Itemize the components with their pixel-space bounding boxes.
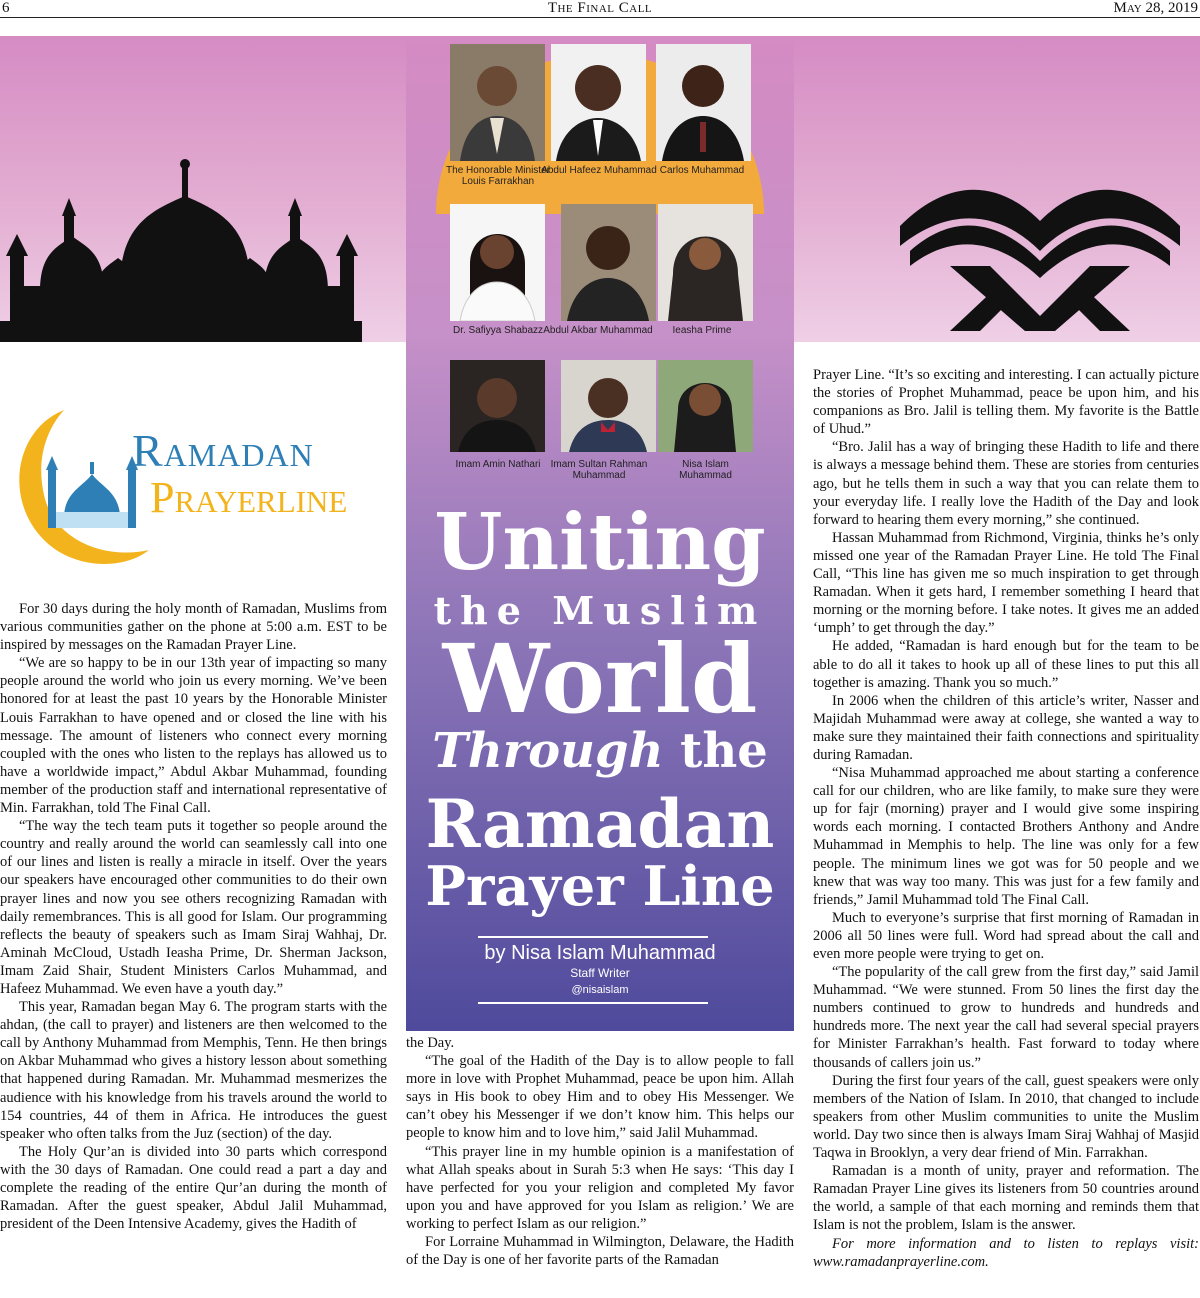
- article-column-2: [406, 1034, 794, 1269]
- feature-column: [406, 36, 794, 1031]
- speaker-photo: [658, 204, 753, 321]
- article-paragraph: He added, “Ramadan is hard enough but for the team to be able to do all it takes to hook up all of these lines to put this all together is amazing. Thank you so much.”: [813, 638, 1199, 691]
- speaker-caption: Dr. Safiyya Shabazz: [452, 325, 544, 336]
- article-paragraph: “Nisa Muhammad approached me about starting a conference call for our children, who are like family, to make sure they were up for fajr (morning) prayer and I would give some inspiring words each morning. I contacted Brothers Anthony and Andre Muhammad in Memphis to help. The line was only for a few people. The minimum lines we got was for 50 people and we knew that was way too many. This was just for a few family and friends,” Jamil Muhammad told The Final Call.: [813, 765, 1199, 908]
- headline-line-6: Prayer Line: [425, 854, 775, 918]
- quran-stand-icon: [890, 166, 1190, 336]
- speaker-photo: [561, 204, 656, 321]
- website-link[interactable]: For more information and to listen to replays visit: www.ramadanprayerline.com.: [813, 1235, 1199, 1270]
- speaker-photo: [658, 360, 753, 452]
- article-paragraph: “The popularity of the call grew from the first day,” said Jamil Muhammad. “We were stunned. From 50 lines the first day the numbers continued to grow to hundreds and hundreds and hundreds more. The next year the call had several special prayers for Minister Farrakhan’s health. Fast forward to today where thousands of callers join us.”: [813, 964, 1199, 1071]
- issue-date: May 28, 2019: [1113, 0, 1198, 16]
- article-paragraph: Ramadan is a month of unity, prayer and reformation. The Ramadan Prayer Line gives its listeners from 50 countries around the world, a sample of that each morning and reminds them that Islam is not the problem, Islam is the answer.: [813, 1163, 1199, 1234]
- article-column-1: [0, 600, 387, 1233]
- logo-word-prayerline: Prayerline: [150, 473, 348, 522]
- article-paragraph: Much to everyone’s surprise that first morning of Ramadan in 2006 all 50 lines were full. Word had spread about the call and even more people were trying to get on.: [813, 909, 1199, 962]
- page-header: [0, 0, 1200, 18]
- article-paragraph: “The way the tech team puts it together so people around the country and really around the world can seamlessly call into one of our lines and listen is really a miracle in itself. Over the years our speakers have encouraged other communities to do their own prayer lines and now you see others recognizing Ramadan with daily remembrances. This is all good for Islam. Our programming reflects the beauty of speakers such as Imam Siraj Wahhaj, Dr. Aminah McCloud, Ustadh Ieasha Prime, Dr. Sherman Jackson, Imam Zaid Shair, Student Ministers Carlos Muhammad, and Hafeez Muhammad. We even have a youth day.”: [0, 818, 387, 997]
- headline-line-3: World: [442, 624, 758, 735]
- article-paragraph: the Day.: [406, 1035, 455, 1051]
- headline-line-5: Ramadan: [425, 785, 775, 863]
- speaker-caption: Carlos Muhammad: [659, 165, 745, 176]
- speaker-photo: [551, 44, 646, 161]
- headline-line-4: [406, 724, 794, 778]
- byline-title: Staff Writer: [570, 966, 630, 980]
- article-paragraph: For Lorraine Muhammad in Wilmington, Delaware, the Hadith of the Day is one of her favorite parts of the Ramadan: [406, 1234, 794, 1269]
- headline-through: Through: [432, 723, 664, 779]
- article-paragraph: Prayer Line. “It’s so exciting and interesting. I can actually picture the stories of Prophet Muhammad, peace be upon him, and his companions as Bro. Jalil is telling them. My favorite is the Battle of Uhud.”: [813, 367, 1199, 438]
- speaker-photo: [450, 44, 545, 161]
- speaker-photo: [450, 204, 545, 321]
- speaker-photo: [656, 44, 751, 161]
- byline-rule-bottom: [478, 1002, 708, 1004]
- headline-line-2: the Muslim: [433, 588, 767, 633]
- article-paragraph: “This prayer line in my humble opinion is a manifestation of what Allah speaks about in Surah 5:3 when He says: ‘This day I have perfected for you your religion and completed My favor upon you and have approved for you Islam as religion.’ We are working to perfect Islam as our religion.”: [406, 1143, 794, 1232]
- speaker-caption: Abdul Akbar Muhammad: [543, 325, 653, 336]
- ramadan-prayerline-logo: [4, 400, 394, 580]
- byline-handle: @nisaislam: [571, 984, 629, 996]
- article-column-3: [813, 366, 1199, 1271]
- article-paragraph: In 2006 when the children of this article’s writer, Nasser and Majidah Muhammad were away at college, she wanted a way to make sure they maintained their faith connections and spirituality during Ramadan.: [813, 692, 1199, 763]
- article-paragraph: “Bro. Jalil has a way of bringing these Hadith to life and there is always a message behind them. These are stories from centuries ago, but he tells them in such a way that you can relate them to your everyday life. I really love the Hadith of the Day and look forward to hearing them every morning,” she continued.: [813, 439, 1199, 528]
- article-paragraph: “We are so happy to be in our 13th year of impacting so many people around the world who join us every morning. We’ve been honored for at least the past 10 years by the Honorable Minister Louis Farrakhan to have opened and or closed the line with his message. The amount of listeners who connect every morning coupled with the ones who listen to the replays has allowed us to have a worldwide impact,” Abdul Akbar Muhammad, founding member of the production staff and international representative of Min. Farrakhan, told The Final Call.: [0, 655, 387, 817]
- article-paragraph: This year, Ramadan began May 6. The program starts with the ahdan, (the call to prayer) and listeners are then welcomed to the call by Anthony Muhammad from Memphis, Tenn. He then brings on Akbar Muhammad who gives a history lesson about something that happened during Ramadan. Mr. Muhammad mesmerizes the audience with his knowledge from his travels around the world to 154 countries, 44 of them in Africa. He introduces the guest speaker who often talks from the Juz (section) of the day.: [0, 999, 387, 1142]
- article-paragraph: “The goal of the Hadith of the Day is to allow people to fall more in love with Prophet Muhammad, peace be upon him. Allah says in His book to obey Him and to obey His Messenger. We can’t obey his Messenger if we don’t know him. This helps our people to know him and to love him,” said Jalil Muhammad.: [406, 1053, 794, 1142]
- byline-rule-top: [478, 936, 708, 938]
- speaker-caption: Imam Sultan Rahman Muhammad: [550, 459, 648, 481]
- logo-word-ramadan: Ramadan: [132, 425, 314, 476]
- headline-the: the: [663, 723, 768, 779]
- speaker-caption: Abdul Hafeez Muhammad: [541, 165, 657, 176]
- speaker-caption: Imam Amin Nathari: [455, 459, 541, 470]
- article-paragraph: Hassan Muhammad from Richmond, Virginia, thinks he’s only missed one year of the Ramadan Prayer Line. He told The Final Call, “This line has given me so much inspiration to get through Ramadan. When it gets hard, I remember something I heard that morning or the morning before. I take notes. It gives me an added ‘umph’ to get through the day.”: [813, 529, 1199, 637]
- article-paragraph: The Holy Qur’an is divided into 30 parts which correspond with the 30 days of Ramadan. One could read a part a day and complete the reading of the entire Qur’an during the month of Ramadan. After the guest speaker, Abdul Jalil Muhammad, president of the Deen Intensive Academy, gives the Hadith of: [0, 1143, 387, 1233]
- page-number: 6: [2, 0, 10, 16]
- article-paragraph: For 30 days during the holy month of Ramadan, Muslims from various communities gather on the phone at 5:00 a.m. EST to be inspired by messages on the Ramadan Prayer Line.: [0, 601, 387, 654]
- speaker-caption: Nisa Islam Muhammad: [679, 459, 732, 481]
- article-paragraph: During the first four years of the call, guest speakers were only members of the Nation of Islam. In 2010, that changed to include speakers from other Muslim communities to unite the Muslim world. Day two since then is always Imam Siraj Wahhaj of Masjid Taqwa in Brooklyn, a very dear friend of Min. Farrakhan.: [813, 1072, 1199, 1162]
- mosque-silhouette-icon: [0, 156, 362, 342]
- publication-name: The Final Call: [547, 0, 653, 16]
- byline-author: by Nisa Islam Muhammad: [484, 942, 716, 964]
- speaker-caption: The Honorable Minister Louis Farrakhan: [446, 165, 550, 187]
- speaker-photo: [450, 360, 545, 452]
- speaker-photo: [561, 360, 656, 452]
- speaker-caption: Ieasha Prime: [672, 325, 732, 336]
- headline-line-1: Uniting: [434, 497, 766, 588]
